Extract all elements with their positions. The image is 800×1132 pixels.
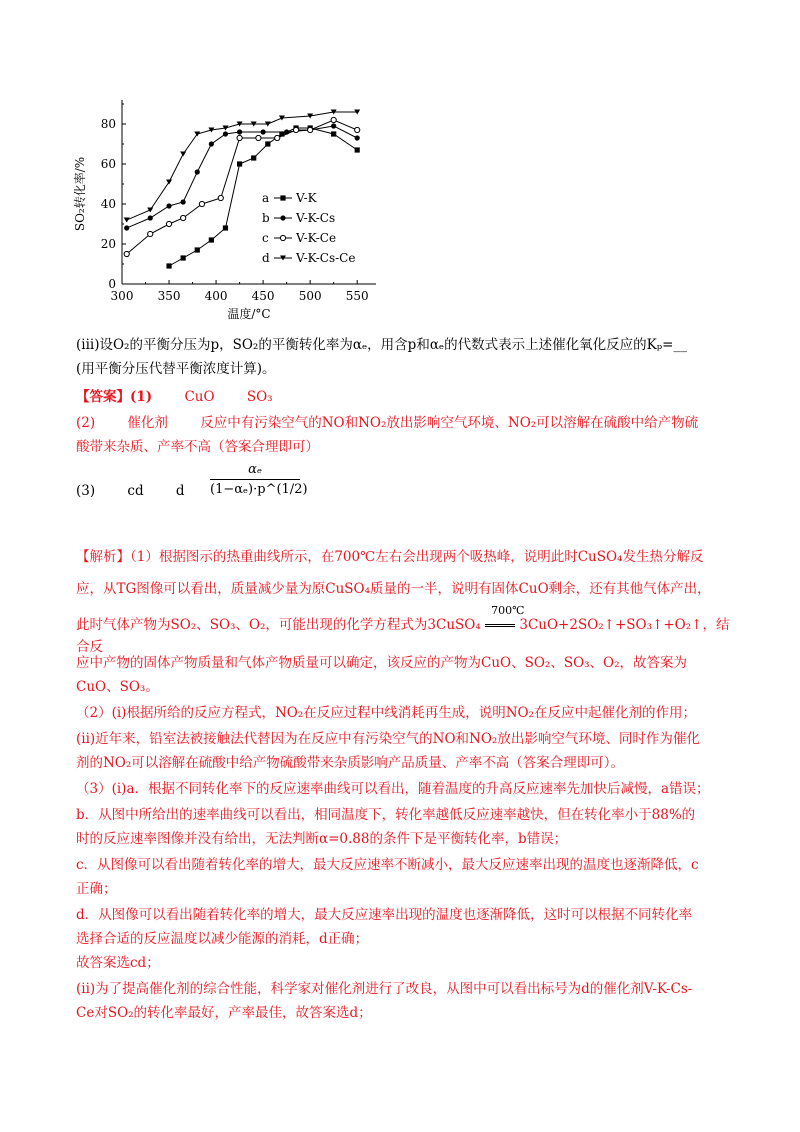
point-a — [355, 147, 360, 152]
point-b — [181, 199, 186, 204]
point-b — [355, 135, 360, 140]
point-a — [181, 255, 186, 260]
legend-label: V-K-Cs-Ce — [296, 251, 356, 265]
analysis-p8: 剂的NO₂可以溶解在硫酸中给产物硫酸带来杂质影响产品质量、产率不高（答案合理即可）。 — [76, 755, 625, 771]
legend-marker — [280, 195, 285, 200]
point-a — [331, 131, 336, 136]
kp-fraction — [210, 462, 308, 497]
point-d — [180, 152, 186, 157]
answer-3-d: d — [175, 483, 185, 499]
point-c — [148, 231, 153, 236]
y-tick-label: 0 — [108, 277, 116, 291]
point-b — [166, 203, 171, 208]
point-b — [331, 123, 336, 128]
legend-key: d — [262, 251, 270, 265]
point-b — [124, 225, 129, 230]
answer-3-num: (3) — [76, 483, 96, 499]
y-tick-label: 20 — [100, 237, 116, 251]
x-tick-label: 450 — [251, 289, 275, 303]
point-a — [166, 263, 171, 268]
legend-label: V-K-Cs — [296, 211, 336, 225]
analysis-p4: 应中产物的固体产物质量和气体产物质量可以确定，该反应的产物为CuO、SO₂、SO₃、O₂，故答案为 — [76, 655, 688, 671]
point-a — [237, 161, 242, 166]
point-c — [181, 215, 186, 220]
point-b — [195, 169, 200, 174]
legend-key: a — [262, 191, 270, 205]
fraction-denominator: (1−αₑ)·p^(1/2) — [210, 482, 308, 497]
point-d — [194, 132, 200, 137]
point-a — [251, 155, 256, 160]
analysis-p10: b．从图中所给出的速率曲线可以看出，相同温度下，转化率越低反应速率越快，但在转化率小于88%的 — [76, 807, 696, 823]
answer-2-word: 催化剂 — [127, 415, 168, 431]
point-a — [265, 141, 270, 146]
analysis-p3-a: 此时气体产物为SO₂、SO₃、O₂，可能出现的化学方程式为3CuSO₄ — [76, 617, 481, 633]
legend-marker — [280, 235, 285, 240]
answer-line1 — [76, 386, 736, 408]
x-axis-label: 温度/°C — [227, 307, 271, 321]
analysis-p3-b: 3CuO+2SO₂↑+SO₃↑+O₂↑，结合反 — [76, 617, 730, 655]
analysis-p6: （2）(i)根据所给的反应方程式，NO₂在反应过程中线消耗再生成，说明NO₂在反应中起催化剂的作用； — [76, 705, 697, 721]
fraction-numerator: αₑ — [248, 462, 262, 477]
x-tick-label: 550 — [345, 289, 369, 303]
y-tick-label: 80 — [100, 117, 116, 131]
analysis-p18: Ce对SO₂的转化率最好，产率最佳，故答案选d； — [76, 1005, 372, 1021]
point-b — [237, 129, 242, 134]
answer-2-text: 反应中有污染空气的NO和NO₂放出影响空气环境、NO₂可以溶解在硫酸中给产物硫 — [200, 415, 699, 431]
point-c — [199, 201, 204, 206]
point-d — [124, 218, 130, 223]
point-b — [148, 215, 153, 220]
analysis-p2: 应，从TG图像可以看出，质量减少量为原CuSO₄质量的一半，说明有固体CuO剩余，还有其他气体产出， — [76, 581, 711, 597]
y-axis-label: SO₂转化率/% — [73, 156, 87, 232]
point-b — [261, 129, 266, 134]
point-c — [256, 135, 261, 140]
fraction-bar — [210, 479, 300, 480]
point-b — [209, 141, 214, 146]
answer-line3 — [76, 480, 736, 502]
point-c — [355, 127, 360, 132]
point-c — [124, 251, 129, 256]
point-b — [223, 131, 228, 136]
point-c — [166, 221, 171, 226]
legend-label: V-K — [296, 191, 317, 205]
analysis-p14: d．从图像可以看出随着转化率的增大，最大反应速率出现的温度也逐渐降低，这时可以根据不同转化率 — [76, 907, 693, 923]
conversion-chart — [70, 90, 410, 330]
analysis-p12: c．从图像可以看出随着转化率的增大，最大反应速率不断减小，最大反应速率出现的温度也逐渐降低，c — [76, 857, 699, 873]
answer-1-cuo: CuO — [184, 389, 215, 405]
x-tick-label: 350 — [157, 289, 181, 303]
analysis-p5: CuO、SO₃。 — [76, 679, 159, 695]
answer-2-num: (2) — [76, 415, 96, 431]
point-c — [308, 127, 313, 132]
analysis-p9: （3）(i)a．根据不同转化率下的反应速率曲线可以看出，随着温度的升高反应速率先加快后减慢，a错误； — [76, 781, 710, 797]
answer-1-so3: SO₃ — [246, 389, 273, 405]
point-a — [195, 247, 200, 252]
point-c — [331, 117, 336, 122]
point-a — [223, 225, 228, 230]
legend-marker — [280, 215, 285, 220]
point-c — [237, 135, 242, 140]
answer-3-cd: cd — [127, 483, 144, 499]
analysis-p1: 【解析】（1）根据图示的热重曲线所示，在700℃左右会出现两个吸热峰，说明此时CuSO₄发生热分解反 — [76, 549, 704, 565]
chart-svg — [70, 90, 410, 330]
analysis-p17: (ii)为了提高催化剂的综合性能，科学家对催化剂进行了改良，从图中可以看出标号为d的催化剂V-K-Cs- — [76, 981, 693, 997]
question-iii-line2: (用平衡分压代替平衡浓度计算)。 — [76, 361, 276, 377]
y-tick-label: 60 — [100, 157, 116, 171]
answer-label: 【答案】(1) — [76, 389, 153, 405]
point-c — [275, 135, 280, 140]
question-iii-line1: (iii)设O₂的平衡分压为p，SO₂的平衡转化率为αₑ，用含p和αₑ的代数式表示上述催化氧化反应的Kₚ=__ — [76, 337, 687, 353]
legend-label: V-K-Ce — [296, 231, 337, 245]
analysis-p11: 时的反应速率图像并没有给出，无法判断α=0.88的条件下是平衡转化率，b错误； — [76, 831, 568, 847]
analysis-p7: (ii)近年来，铅室法被接触法代替因为在反应中有污染空气的NO和NO₂放出影响空气环境、同时作为催化 — [76, 731, 700, 747]
x-tick-label: 300 — [110, 289, 134, 303]
point-c — [293, 127, 298, 132]
legend-key: c — [262, 231, 269, 245]
analysis-p15: 选择合适的反应温度以减少能源的消耗，d正确； — [76, 931, 369, 947]
reaction-condition — [485, 604, 525, 636]
point-c — [218, 195, 223, 200]
analysis-p13: 正确； — [76, 881, 117, 897]
answer-line2 — [76, 412, 736, 434]
x-tick-label: 500 — [298, 289, 322, 303]
x-tick-label: 400 — [204, 289, 228, 303]
reaction-temp: 700℃ — [491, 604, 525, 617]
legend-key: b — [262, 211, 270, 225]
point-d — [147, 208, 153, 213]
analysis-p16: 故答案选cd； — [76, 955, 160, 971]
point-d — [166, 180, 172, 185]
point-a — [209, 237, 214, 242]
answer-line2b: 酸带来杂质、产率不高（答案合理即可） — [76, 439, 319, 455]
y-tick-label: 40 — [100, 197, 116, 211]
